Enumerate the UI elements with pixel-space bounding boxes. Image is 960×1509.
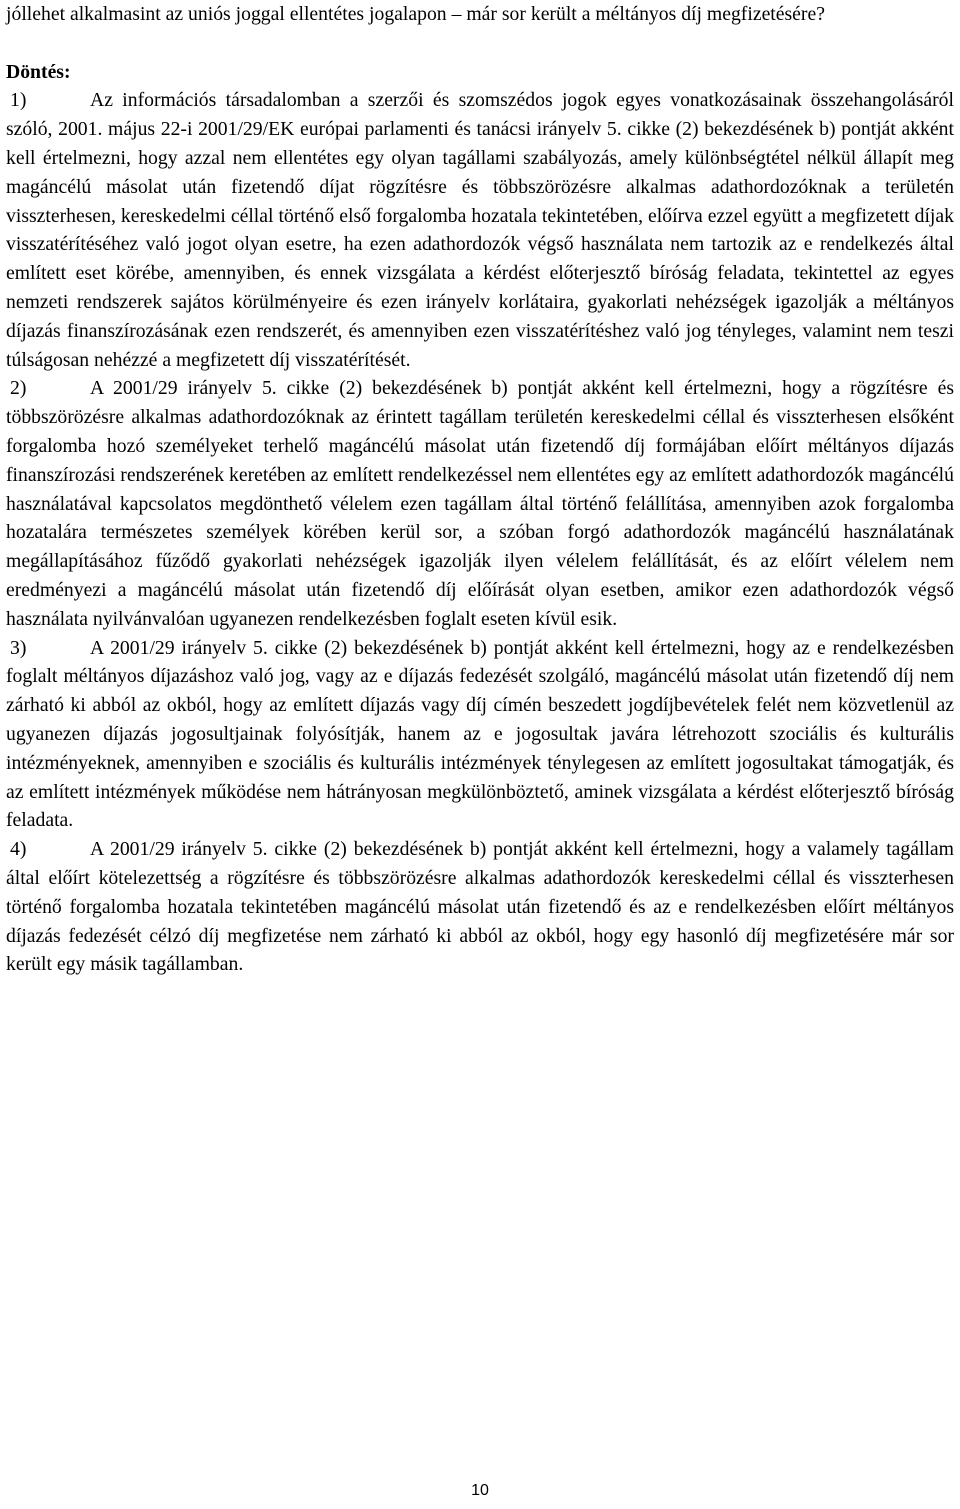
document-page	[6, 0, 954, 979]
decision-heading: Döntés:	[6, 60, 71, 83]
decision-item-3	[6, 634, 954, 836]
item-text: A 2001/29 irányelv 5. cikke (2) bekezdésének b) pontját akként kell értelmezni, hogy a rögzítésre és többszörözésre alkalmas adathordozóknak az érintett tagállam területén kereskedelmi céllal és visszterhesen elsőként forgalomba hozó személyeket terhelő magáncélú másolat után fizetendő díj formájában előírt méltányos díjazás finanszírozási rendszerének keretében az említett rendelkezéssel nem ellentétes egy az említett adathordozók magáncélú használatával kapcsolatos megdönthető vélelem ezen tagállam által történő felállítása, amennyiben azok forgalomba hozatalára természetes személyek körében kerül sor, a szóban forgó adathordozók magáncélú használatának megállapításához fűződő gyakorlati nehézségek igazolják ilyen vélelem felállítását, és az előírt vélelem nem eredményezi a magáncélú másolat után fizetendő díj előírását olyan esetben, amikor ezen adathordozók végső használata nyilvánvalóan ugyanezen rendelkezésben foglalt eseten kívül esik.	[6, 377, 954, 630]
item-text: A 2001/29 irányelv 5. cikke (2) bekezdésének b) pontját akként kell értelmezni, hogy a valamely tagállam által előírt kötelezettség a rögzítésre és többszörözésre alkalmas adathordozók kereskedelmi céllal és visszterhesen történő forgalomba hozatala tekintetében magáncélú másolat után fizetendő és az e rendelkezésben előírt méltányos díjazás fedezését célzó díj megfizetése nem zárható ki abból az okból, hogy egy hasonló díj megfizetésére már sor került egy másik tagállamban.	[6, 838, 954, 976]
decision-item-4	[6, 835, 954, 979]
item-text: Az információs társadalomban a szerzői és szomszédos jogok egyes vonatkozásainak összehangolásáról szóló, 2001. május 22-i 2001/29/EK európai parlamenti és tanácsi irányelv 5. cikke (2) bekezdésének b) pontját akként kell értelmezni, hogy azzal nem ellentétes egy olyan tagállami szabályozás, amely különbségtétel nélkül állapít meg magáncélú másolat után fizetendő díjat rögzítésre és többszörözésre alkalmas adathordozóknak a területén visszterhesen, kereskedelmi céllal történő első forgalomba hozatala tekintetében, előírva ezzel együtt a megfizetett díjak visszatérítéséhez való jogot olyan esetre, ha ezen adathordozók végső használata nem tartozik az e rendelkezés által említett eset körébe, amennyiben, és ennek vizsgálata a kérdést előterjesztő bíróság feladata, tekintettel az egyes nemzeti rendszerek sajátos körülményeire és ezen irányelv korlátaira, gyakorlati nehézségek igazolják a méltányos díjazás finanszírozásának ezen rendszerét, és amennyiben ezen visszatérítéshez való jog tényleges, valamint nem teszi túlságosan nehézzé a megfizetett díj visszatérítését.	[6, 89, 954, 371]
item-number: 1)	[10, 89, 27, 112]
item-number: 2)	[10, 377, 27, 400]
item-text: A 2001/29 irányelv 5. cikke (2) bekezdésének b) pontját akként kell értelmezni, hogy az e rendelkezésben foglalt méltányos díjazáshoz való jog, vagy az e díjazás fedezését szolgáló, magáncélú másolat után fizetendő díj nem zárható ki abból az okból, hogy az említett díjazás vagy díj címén beszedett jogdíjbevételek felét nem közvetlenül az ugyanezen díjazás jogosultjainak folyósítják, hanem az e jogosultak javára létrehozott szociális és kulturális intézményeknek, amennyiben e szociális és kulturális intézmények ténylegesen az említett jogosultakat támogatják, és az említett intézmények működése nem hátrányosan megkülönböztető, aminek vizsgálata a kérdést előterjesztő bíróság feladata.	[6, 636, 954, 832]
decision-item-1	[6, 86, 954, 374]
page-number: 10	[471, 1482, 489, 1499]
intro-paragraph: jóllehet alkalmasint az uniós joggal ellentétes jogalapon – már sor került a méltányos díj megfizetésére?	[6, 3, 825, 25]
item-number: 3)	[10, 636, 27, 659]
item-number: 4)	[10, 838, 27, 861]
decision-item-2	[6, 374, 954, 633]
